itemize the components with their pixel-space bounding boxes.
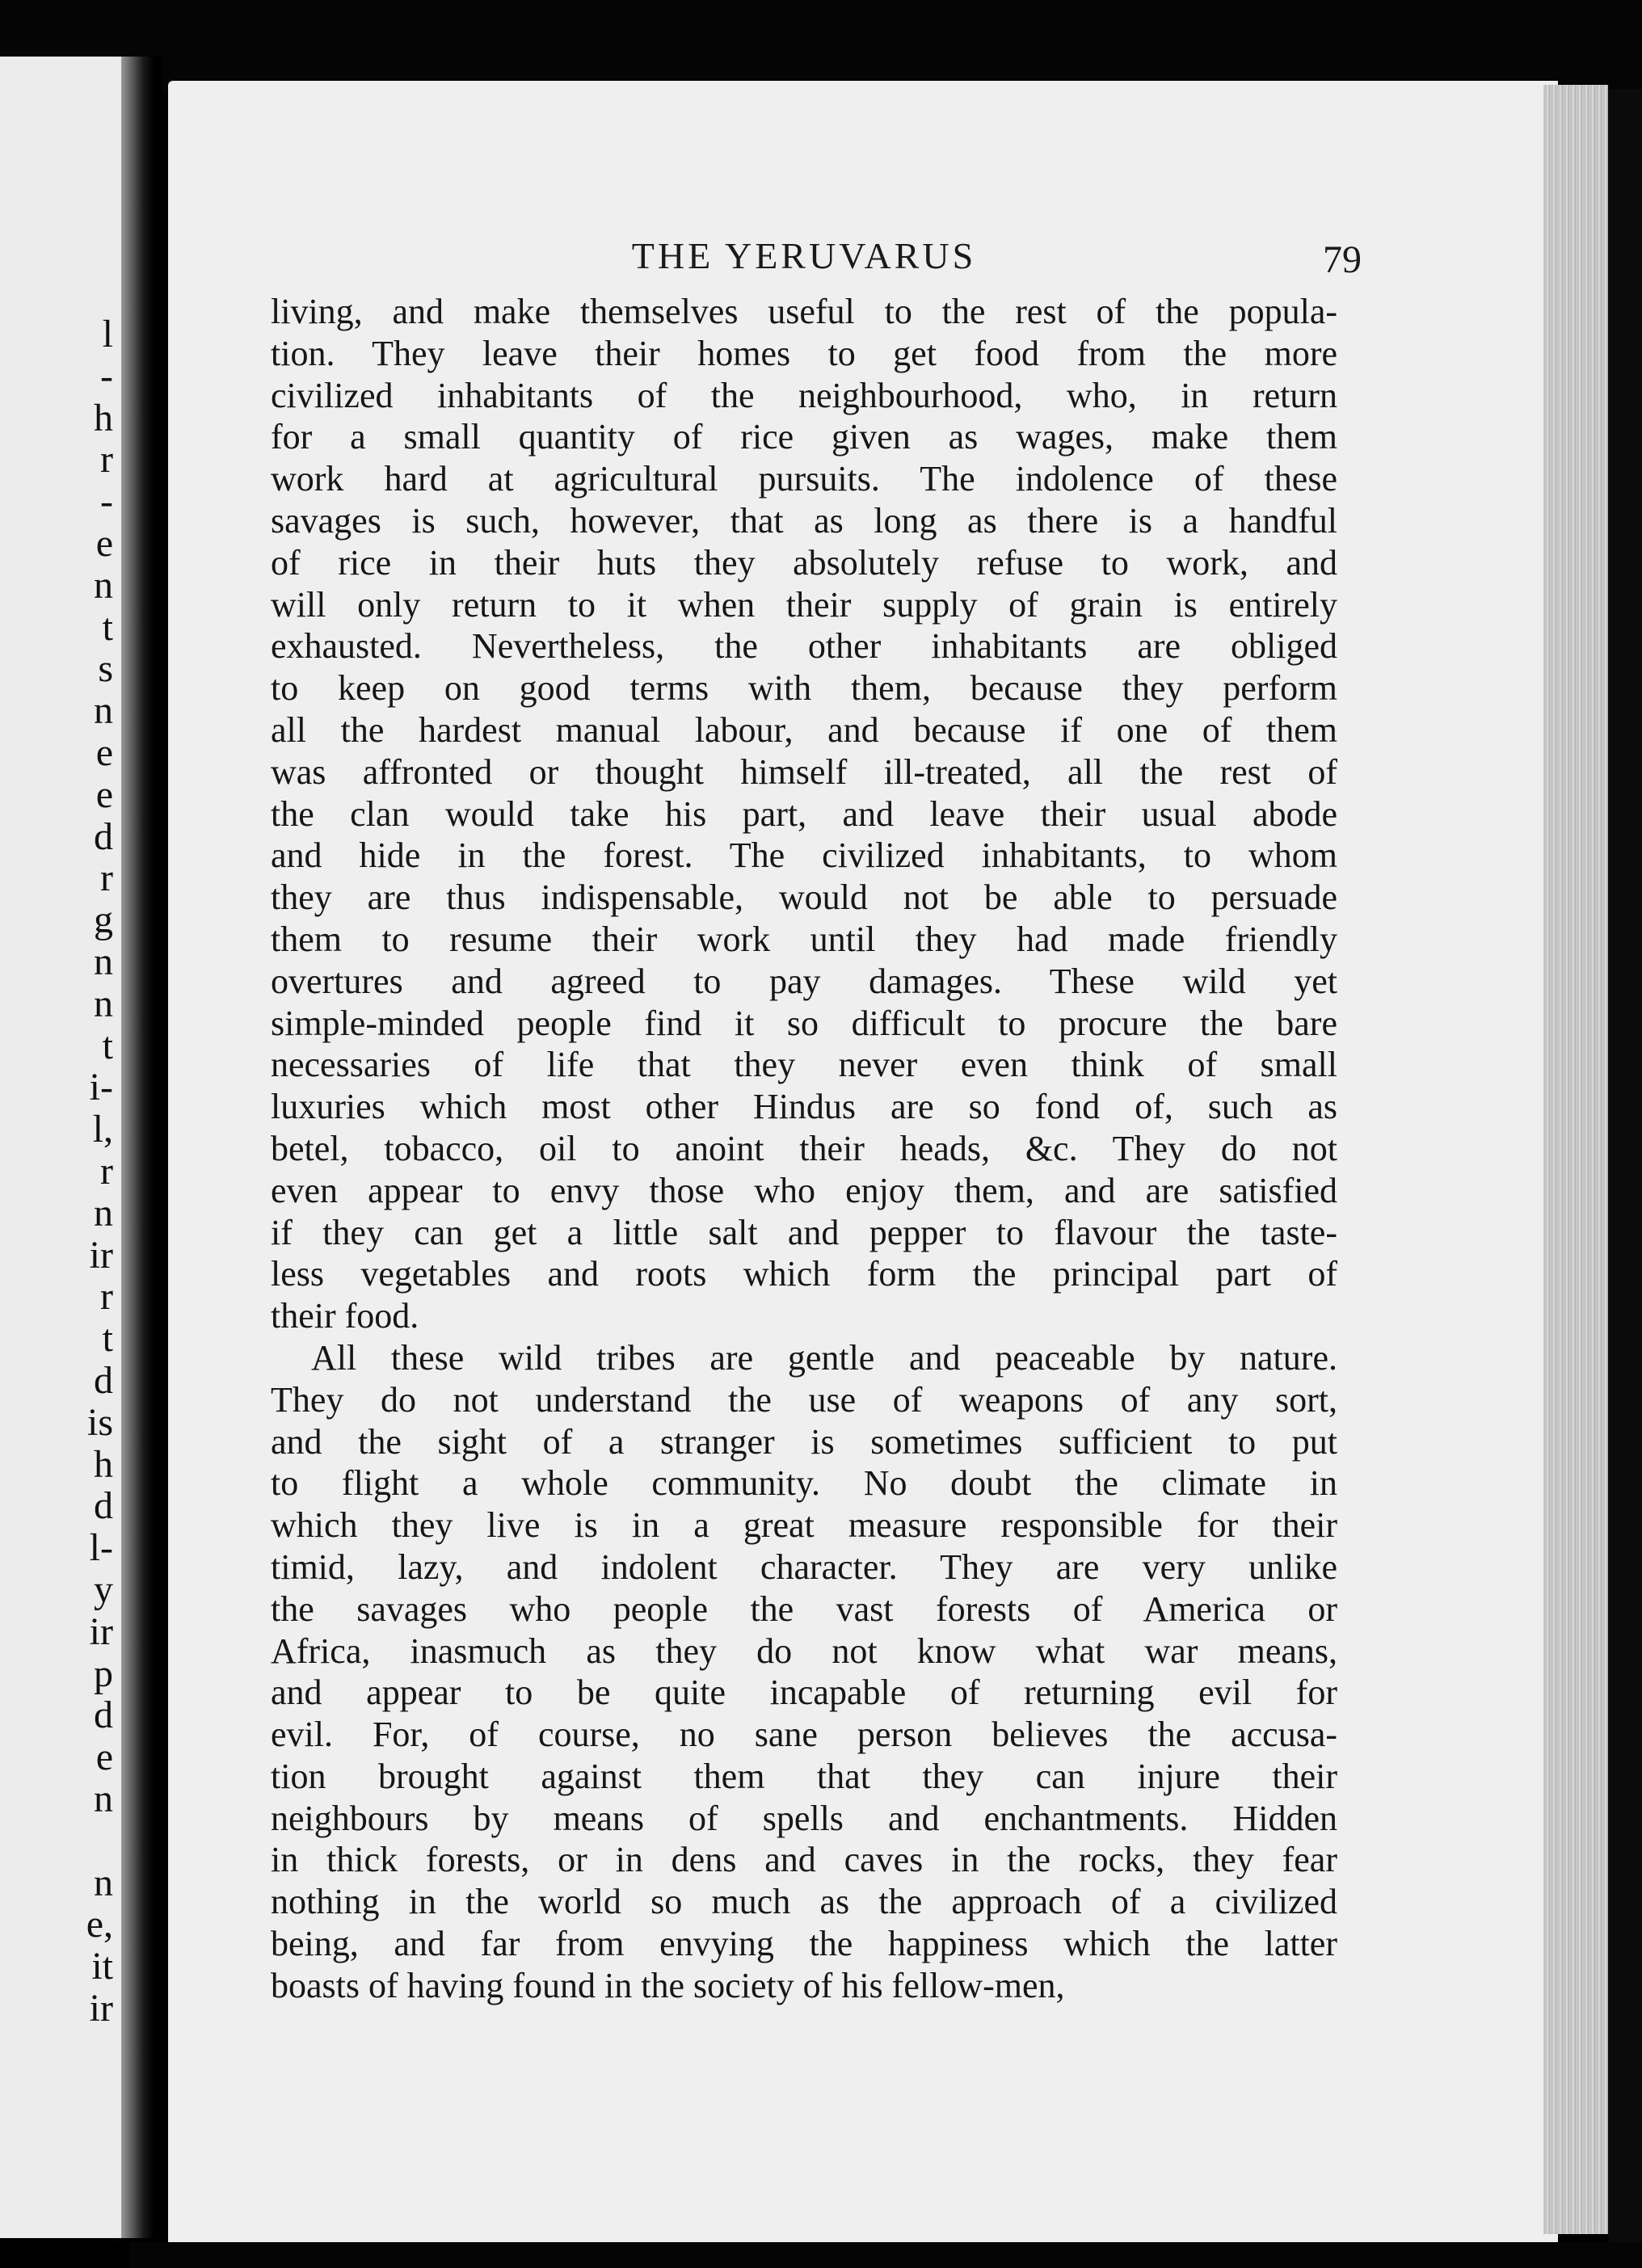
text-line: tion. They leave their homes to get food from the more: [271, 333, 1337, 373]
facing-page-line-fragment: e: [95, 1736, 113, 1779]
facing-page-line-fragment: ir: [89, 1987, 113, 2030]
facing-page-line-fragment: p: [94, 1652, 113, 1695]
text-line: and appear to be quite incapable of returning evil for: [271, 1673, 1337, 1713]
text-line: tion brought against them that they can injure their: [271, 1756, 1337, 1796]
facing-page-line-fragment: r: [100, 1150, 113, 1193]
facing-page-line-fragment: ir: [89, 1609, 113, 1653]
text-line: overtures and agreed to pay damages. These wild yet: [271, 961, 1337, 1001]
text-line: They do not understand the use of weapons of any sort,: [271, 1379, 1337, 1420]
text-line: the clan would take his part, and leave their usual abode: [271, 793, 1337, 834]
text-line: work hard at agricultural pursuits. The indolence of these: [271, 459, 1337, 499]
text-line: was affronted or thought himself ill-treated, all the rest of: [271, 751, 1337, 792]
paragraph: [271, 291, 1337, 1337]
facing-page-line-fragment: e: [95, 522, 113, 565]
text-line: if they can get a little salt and pepper to flavour the taste-: [271, 1212, 1337, 1252]
body-text: [271, 291, 1337, 2007]
running-title: THE YERUVARUS: [631, 235, 977, 276]
facing-page-line-fragment: d: [94, 1359, 113, 1402]
paragraph: [271, 1337, 1337, 2007]
facing-page-line-fragment: n: [94, 982, 113, 1025]
facing-page-line-fragment: e,: [86, 1903, 113, 1946]
text-line: necessaries of life that they never even think of small: [271, 1045, 1337, 1085]
text-line: civilized inhabitants of the neighbourhood, who, in return: [271, 375, 1337, 415]
facing-page-line-fragment: ir: [89, 1233, 113, 1277]
facing-page-line-fragment: e: [95, 731, 113, 774]
facing-page-line-fragment: i-: [89, 1066, 113, 1109]
text-line: evil. For, of course, no sane person believes the accusa-: [271, 1715, 1337, 1755]
scan-background-top: [0, 0, 1642, 93]
page-edges: [1543, 85, 1608, 2234]
text-line: less vegetables and roots which form the principal part of: [271, 1254, 1337, 1294]
facing-page-line-fragment: is: [86, 1400, 113, 1444]
facing-page-line-fragment: r: [100, 1275, 113, 1319]
facing-page-line-fragment: -: [100, 480, 113, 524]
facing-page-line-fragment: l-: [89, 1526, 113, 1570]
text-line: their food.: [271, 1296, 419, 1336]
facing-page-line-fragment: d: [94, 1484, 113, 1528]
facing-page-line-fragment: h: [94, 396, 113, 440]
facing-page-line-fragment: h: [94, 1442, 113, 1486]
text-line: which they live is in a great measure responsible for their: [271, 1505, 1337, 1546]
facing-page-line-fragment: r: [100, 438, 113, 482]
facing-page-line-fragment: g: [94, 898, 113, 942]
text-line: in thick forests, or in dens and caves in the rocks, they fear: [271, 1840, 1337, 1880]
facing-page-fragment: [0, 57, 129, 2238]
text-line: timid, lazy, and indolent character. They are very unlike: [271, 1546, 1337, 1587]
facing-page-line-fragment: d: [94, 1694, 113, 1737]
facing-page-line-fragment: l: [102, 313, 113, 356]
scan-background-right: [1608, 89, 1642, 2268]
text-line: for a small quantity of rice given as wages, make them: [271, 417, 1337, 457]
text-line: they are thus indispensable, would not be able to persuade: [271, 877, 1337, 918]
facing-page-line-fragment: n: [94, 1191, 113, 1235]
scan-background-bottom: [129, 2242, 1642, 2268]
facing-page-line-fragment: it: [91, 1945, 113, 1988]
facing-page-line-fragment: e: [95, 772, 113, 816]
facing-page-line-fragment: s: [98, 647, 113, 691]
text-line: will only return to it when their supply of grain is entirely: [271, 584, 1337, 625]
text-line: All these wild tribes are gentle and peaceable by nature.: [311, 1337, 1337, 1378]
text-line: of rice in their huts they absolutely refuse to work, and: [271, 542, 1337, 583]
text-line: all the hardest manual labour, and because if one of them: [271, 709, 1337, 750]
facing-page-line-fragment: t: [102, 1317, 113, 1361]
running-header: [271, 234, 1362, 283]
text-line: living, and make themselves useful to the rest of the popula-: [271, 292, 1337, 331]
text-line: even appear to envy those who enjoy them, and are satisfied: [271, 1170, 1337, 1210]
text-line: neighbours by means of spells and enchantments. Hidden: [271, 1798, 1337, 1838]
facing-page-line-fragment: y: [94, 1568, 113, 1611]
facing-page-line-fragment: r: [100, 856, 113, 900]
facing-page-line-fragment: -: [100, 354, 113, 398]
text-line: to flight a whole community. No doubt the climate in: [271, 1463, 1337, 1504]
text-line: and hide in the forest. The civilized inhabitants, to whom: [271, 835, 1337, 876]
text-line: them to resume their work until they had made friendly: [271, 919, 1337, 959]
facing-page-line-fragment: n: [94, 689, 113, 733]
text-line: the savages who people the vast forests of America or: [271, 1588, 1337, 1629]
text-line: savages is such, however, that as long as there is a handful: [271, 500, 1337, 541]
facing-page-line-fragment: n: [94, 1778, 113, 1820]
page-number: 79: [1323, 238, 1362, 281]
text-line: boasts of having found in the society of his fellow-men,: [271, 1965, 1065, 2005]
text-line: nothing in the world so much as the approach of a civilized: [271, 1882, 1337, 1922]
book-gutter-shadow: [121, 57, 162, 2238]
text-line: betel, tobacco, oil to anoint their heads, &c. They do not: [271, 1128, 1337, 1168]
text-line: simple-minded people find it so difficult to procure the bare: [271, 1003, 1337, 1043]
facing-page-line-fragment: n: [94, 563, 113, 607]
text-line: to keep on good terms with them, because they perform: [271, 668, 1337, 709]
facing-page-line-fragment: t: [102, 1024, 113, 1067]
facing-page-line-fragment: d: [94, 814, 113, 858]
text-line: luxuries which most other Hindus are so fond of, such as: [271, 1087, 1337, 1127]
facing-page-line-fragment: n: [94, 940, 113, 983]
text-line: being, and far from envying the happiness which the latter: [271, 1924, 1337, 1964]
text-line: Africa, inasmuch as they do not know what war means,: [271, 1631, 1337, 1671]
facing-page-line-fragment: l,: [92, 1108, 113, 1151]
facing-page-line-fragment: t: [102, 605, 113, 649]
facing-page-line-fragment: n: [94, 1861, 113, 1904]
text-line: and the sight of a stranger is sometimes sufficient to put: [271, 1421, 1337, 1462]
text-line: exhausted. Nevertheless, the other inhabitants are obliged: [271, 626, 1337, 667]
